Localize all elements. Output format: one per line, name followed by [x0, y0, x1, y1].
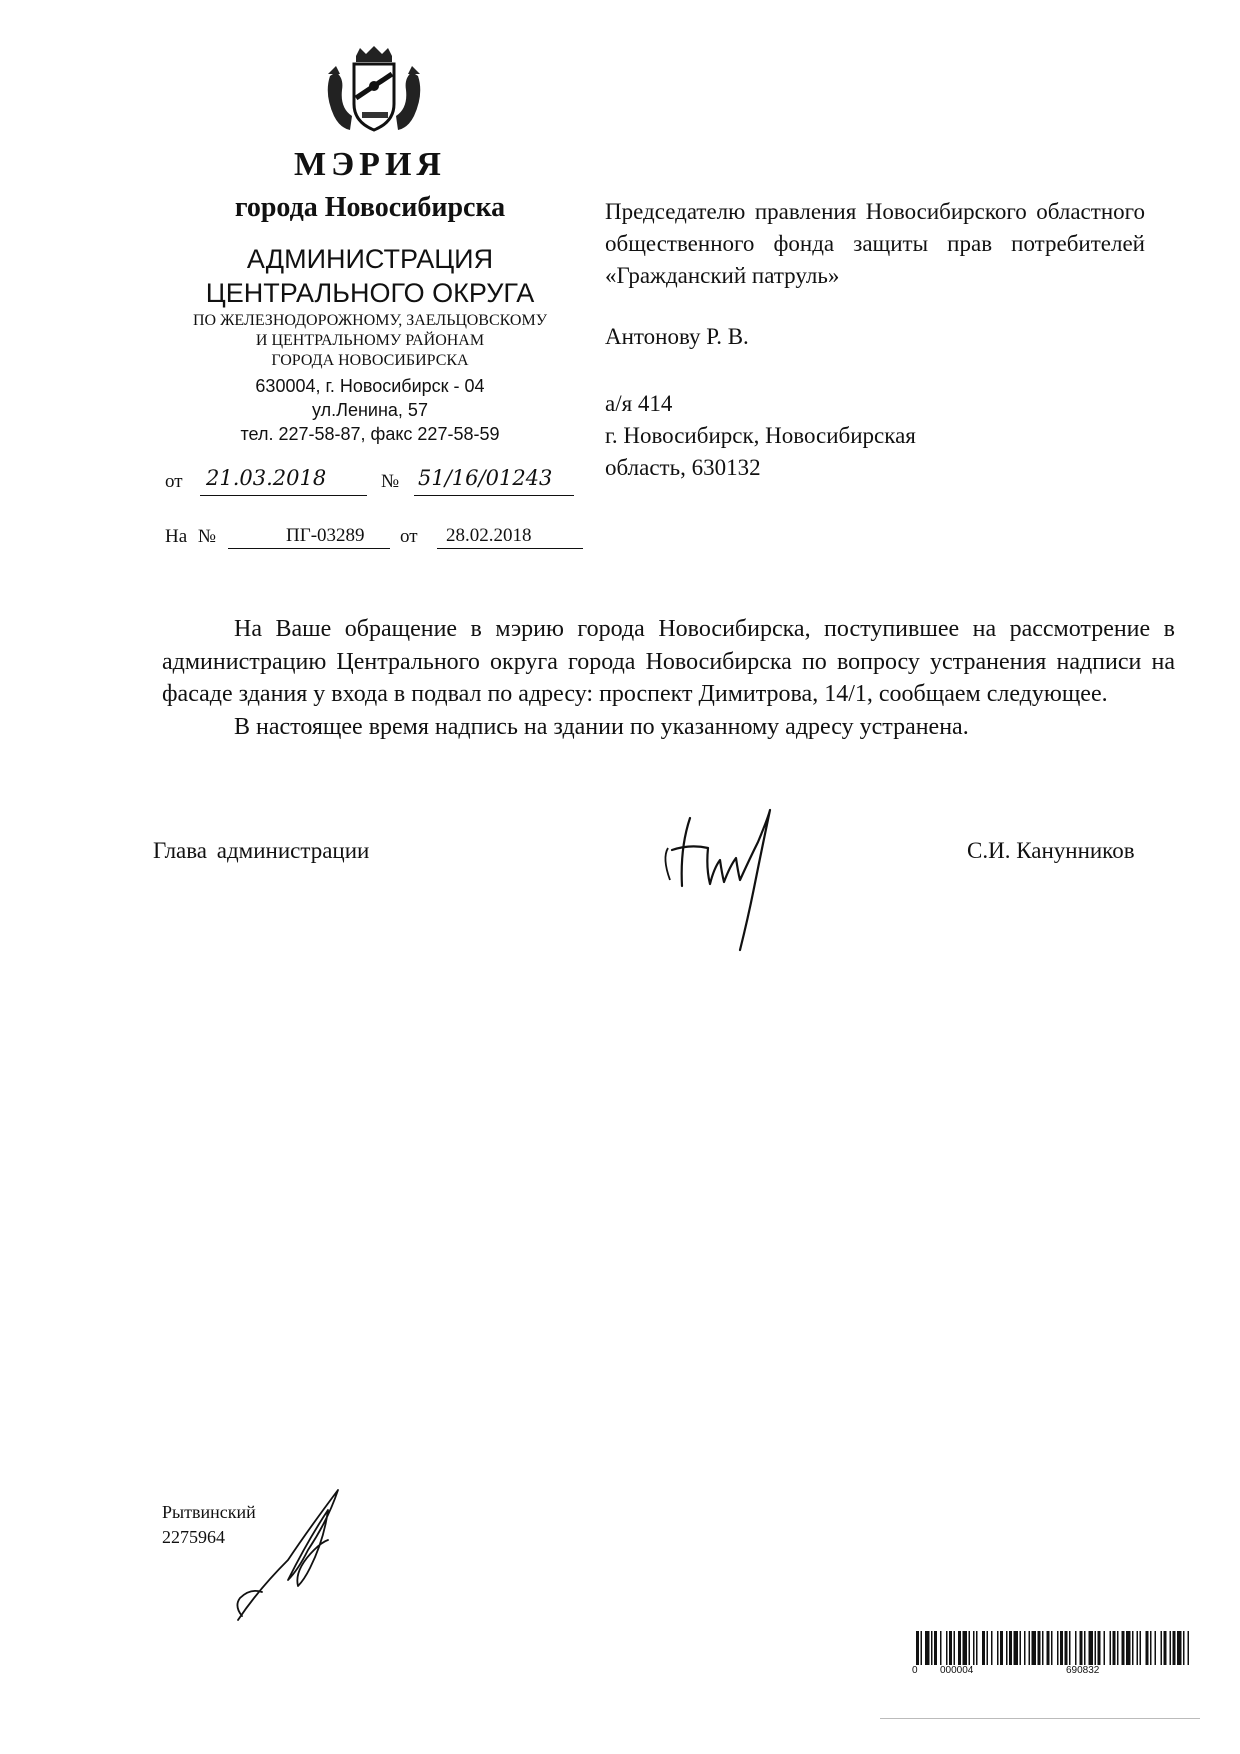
barcode-bar [1188, 1631, 1190, 1665]
barcode-bar [1009, 1631, 1012, 1665]
barcode-bar [969, 1631, 971, 1665]
barcode-bar [934, 1631, 937, 1665]
barcode-bar [1038, 1631, 1041, 1665]
letter-body [162, 613, 1175, 743]
date-underline [200, 495, 367, 496]
ref-prefix: На № [165, 526, 217, 547]
barcode-bar [1155, 1631, 1157, 1665]
bottom-rule [880, 1718, 1200, 1719]
city-title: города Новосибирска [234, 192, 506, 223]
barcode-bar [958, 1631, 961, 1665]
barcode-left-digit: 0 [912, 1665, 918, 1676]
head-signature [650, 788, 800, 958]
barcode-bar [982, 1631, 985, 1665]
barcode-bar [1051, 1631, 1053, 1665]
barcode-bar [991, 1631, 993, 1665]
barcode-bar [1057, 1631, 1059, 1665]
barcode-bar [1132, 1631, 1134, 1665]
admin-subtitle-line2: И ЦЕНТРАЛЬНОМУ РАЙОНАМ [255, 332, 485, 349]
barcode-right-number: 690832 [1066, 1665, 1100, 1676]
mayor-title: МЭРИЯ [294, 146, 446, 183]
barcode-bar [1014, 1631, 1019, 1665]
barcode-bar [1095, 1631, 1097, 1665]
barcode-bar [940, 1631, 942, 1665]
city-emblem [322, 46, 426, 136]
executor-signature [228, 1480, 368, 1630]
ref-number: ПГ-03289 [286, 525, 365, 546]
barcode-bar [973, 1631, 975, 1665]
date-prefix: от [165, 471, 183, 492]
barcode-bar [1032, 1631, 1037, 1665]
barcode-bar [976, 1631, 978, 1665]
ref-date: 28.02.2018 [446, 525, 532, 546]
barcode-bar [1069, 1631, 1071, 1665]
barcode [912, 1631, 1192, 1665]
signatory-position: Глава администрации [153, 838, 370, 863]
barcode-bar [1060, 1631, 1063, 1665]
barcode-bar [946, 1631, 948, 1665]
barcode-bar [916, 1631, 919, 1665]
signatory-name: С.И. Канунников [967, 838, 1135, 863]
admin-title-line2: ЦЕНТРАЛЬНОГО ОКРУГА [205, 278, 535, 308]
ref-date-prefix: от [400, 526, 418, 547]
barcode-bar [963, 1631, 968, 1665]
barcode-bar [954, 1631, 956, 1665]
admin-subtitle-line3: ГОРОДА НОВОСИБИРСКА [271, 352, 469, 369]
barcode-bar [1000, 1631, 1003, 1665]
address-line1: 630004, г. Новосибирск - 04 [255, 376, 485, 396]
barcode-bar [1020, 1631, 1022, 1665]
recipient-title: Председателю правления Новосибирского областного общественного фонда защиты прав потребителей «Гражданский патруль» [605, 199, 1145, 288]
recipient-address [605, 388, 916, 484]
outgoing-registration [165, 471, 183, 493]
barcode-bar [1140, 1631, 1142, 1665]
barcode-bar [1126, 1631, 1131, 1665]
outgoing-date: 21.03.2018 [206, 466, 327, 490]
barcode-bar [921, 1631, 923, 1665]
barcode-bar [1164, 1631, 1167, 1665]
admin-subtitle [150, 311, 590, 371]
ref-date-underline [437, 548, 583, 549]
barcode-bar [1161, 1631, 1163, 1665]
recipient-name: Антонову Р. В. [605, 324, 749, 349]
barcode-bar [949, 1631, 952, 1665]
barcode-bar [1137, 1631, 1139, 1665]
barcode-bar [1047, 1631, 1050, 1665]
barcode-bar [1173, 1631, 1176, 1665]
admin-title-line1: АДМИНИСТРАЦИЯ [246, 244, 494, 274]
executor-name: Рытвинский [162, 1502, 256, 1522]
number-prefix: № [381, 471, 400, 492]
barcode-bar [1006, 1631, 1008, 1665]
barcode-bar [931, 1631, 933, 1665]
barcode-bar [1029, 1631, 1031, 1665]
barcode-bar [1183, 1631, 1185, 1665]
barcode-bar [1084, 1631, 1086, 1665]
phone-line: тел. 227-58-87, факс 227-58-59 [240, 424, 500, 444]
barcode-bar [1024, 1631, 1026, 1665]
number-underline [414, 495, 574, 496]
barcode-bar [997, 1631, 999, 1665]
barcode-bar [1170, 1631, 1172, 1665]
recipient-region: область, 630132 [605, 455, 761, 480]
barcode-bar [1104, 1631, 1106, 1665]
barcode-bar [1089, 1631, 1094, 1665]
barcode-bar [1177, 1631, 1182, 1665]
executor-phone: 2275964 [162, 1527, 225, 1547]
barcode-middle-number: 000004 [940, 1665, 974, 1676]
ref-number-underline [228, 548, 390, 549]
barcode-bar [925, 1631, 930, 1665]
body-paragraph-2: В настоящее время надпись на здании по указанному адресу устранена. [234, 713, 969, 740]
outgoing-number: 51/16/01243 [418, 466, 553, 490]
barcode-bar [1113, 1631, 1116, 1665]
barcode-bar [1117, 1631, 1119, 1665]
barcode-bar [1150, 1631, 1152, 1665]
body-paragraph-1: На Ваше обращение в мэрию города Новосибирска, поступившее на рассмотрение в администрацию Центрального округа города Новосибирска по вопросу устранения надписи на фасаде здания у входа в подвал по адресу: проспект Димитрова, 14/1, сообщаем следующее. [162, 616, 1175, 707]
recipient-box: а/я 414 [605, 391, 673, 416]
barcode-bar [1042, 1631, 1044, 1665]
barcode-bar [1122, 1631, 1125, 1665]
barcode-bar [987, 1631, 989, 1665]
barcode-bar [1098, 1631, 1101, 1665]
admin-address [150, 374, 590, 446]
address-line2: ул.Ленина, 57 [312, 400, 428, 420]
barcode-bar [1110, 1631, 1112, 1665]
admin-subtitle-line1: ПО ЖЕЛЕЗНОДОРОЖНОМУ, ЗАЕЛЬЦОВСКОМУ [192, 312, 548, 329]
barcode-bar [1075, 1631, 1077, 1665]
barcode-bar [1080, 1631, 1083, 1665]
barcode-bar [1065, 1631, 1068, 1665]
barcode-bar [1146, 1631, 1149, 1665]
recipient-city: г. Новосибирск, Новосибирская [605, 423, 916, 448]
